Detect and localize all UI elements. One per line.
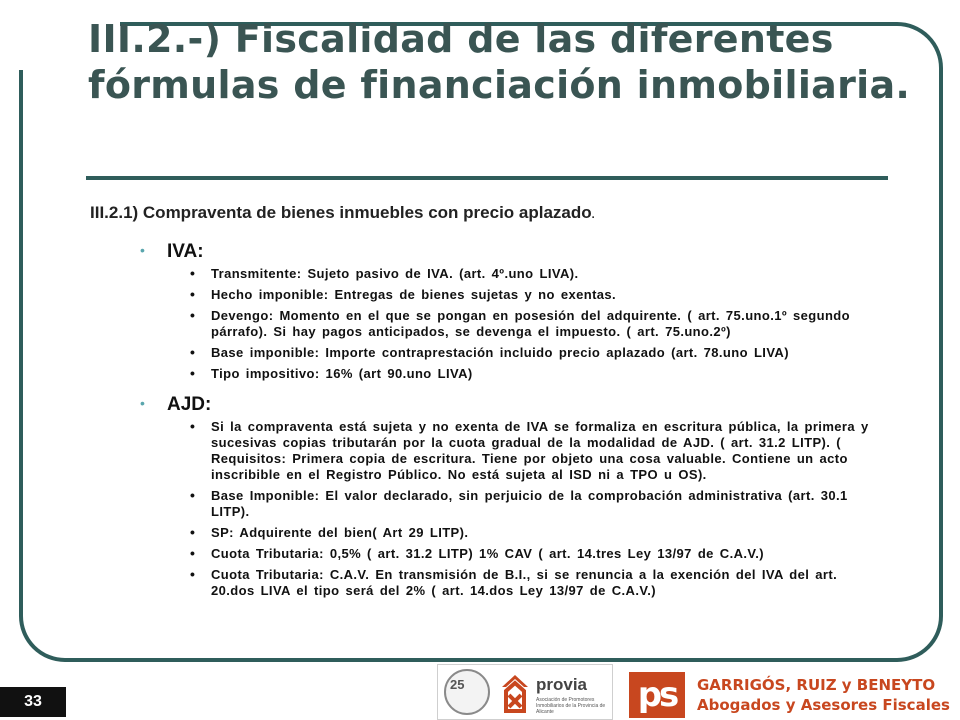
bullet-icon: • bbox=[140, 242, 145, 258]
section-heading-period: . bbox=[591, 209, 595, 221]
slide-title: III.2.-) Fiscalidad de las diferentes fórmulas de financiación inmobiliaria. bbox=[88, 17, 911, 107]
page-number: 33 bbox=[0, 687, 66, 717]
firm-name: GARRIGÓS, RUIZ y BENEYTO bbox=[697, 676, 936, 694]
list-item bbox=[190, 265, 880, 282]
bullet-icon: • bbox=[190, 418, 196, 434]
title-divider bbox=[86, 176, 888, 180]
provia-logo-subtitle: Asociación de Promotores Inmobiliarios de la Provincia de Alicante bbox=[536, 697, 606, 715]
list-item bbox=[190, 286, 880, 303]
bullet-icon: • bbox=[190, 307, 196, 323]
list-item bbox=[190, 487, 880, 520]
list-item bbox=[190, 418, 880, 483]
list-item-text: SP: Adquirente del bien( Art 29 LITP). bbox=[211, 525, 469, 540]
list-item-text: Devengo: Momento en el que se pongan en posesión del adquirente. ( art. 75.uno.1º segundo párrafo). Si hay pagos anticipados, se devenga el impuesto. ( art. 75.uno.2º) bbox=[211, 308, 850, 339]
bullet-icon: • bbox=[190, 487, 196, 503]
list-item-text: Transmitente: Sujeto pasivo de IVA. (art. 4º.uno LIVA). bbox=[211, 266, 579, 281]
list-item-text: Base Imponible: El valor declarado, sin perjuicio de la comprobación administrativa (art. 30.1 LITP). bbox=[211, 488, 848, 519]
anniversary-seal-logo bbox=[444, 669, 490, 715]
bullet-icon: • bbox=[140, 395, 145, 411]
bullet-icon: • bbox=[190, 566, 196, 582]
list-item bbox=[190, 524, 880, 541]
ajd-item-list bbox=[135, 419, 880, 599]
bullet-icon: • bbox=[190, 265, 196, 281]
seal-number: 25 bbox=[450, 677, 465, 692]
section-label: IVA: bbox=[167, 241, 204, 262]
bullet-icon: • bbox=[190, 286, 196, 302]
list-item bbox=[190, 307, 880, 340]
section-iva bbox=[135, 240, 880, 264]
section-label: AJD: bbox=[167, 394, 212, 415]
list-item-text: Cuota Tributaria: C.A.V. En transmisión de B.I., si se renuncia a la exención del IVA del art. 20.dos LIVA el tipo será del 2% ( art. 14.dos Ley 13/97 de C.A.V.) bbox=[211, 567, 838, 598]
list-item-text: Hecho imponible: Entregas de bienes sujetas y no exentas. bbox=[211, 287, 617, 302]
bullet-icon: • bbox=[190, 545, 196, 561]
bullet-icon: • bbox=[190, 344, 196, 360]
list-item-text: Tipo impositivo: 16% (art 90.uno LIVA) bbox=[211, 366, 473, 381]
bullet-icon: • bbox=[190, 524, 196, 540]
provia-logo-text: provia bbox=[536, 675, 588, 694]
list-item bbox=[190, 344, 880, 361]
section-heading-text: III.2.1) Compraventa de bienes inmuebles con precio aplazado bbox=[90, 203, 592, 222]
iva-item-list bbox=[135, 266, 880, 382]
firm-subtitle: Abogados y Asesores Fiscales bbox=[697, 696, 950, 714]
list-item-text: Si la compraventa está sujeta y no exenta de IVA se formaliza en escritura pública, la primera y sucesivas copias tributarán por la cuota gradual de la modalidad de AJD. ( art. 31.2 LITP). ( Requisitos: Primera copia de escritura. Tiene por objeto una cosa valuable. Contiene un acto inscribible en el Registro Público. No está sujeta al ISD ni a TPO u OS). bbox=[211, 419, 869, 482]
list-item bbox=[190, 365, 880, 382]
section-heading bbox=[90, 203, 595, 223]
section-ajd bbox=[135, 393, 880, 417]
partner-logos bbox=[437, 664, 613, 720]
bullet-icon: • bbox=[190, 365, 196, 381]
slide-body bbox=[135, 236, 880, 604]
list-item-text: Cuota Tributaria: 0,5% ( art. 31.2 LITP) 1% CAV ( art. 14.tres Ley 13/97 de C.A.V.) bbox=[211, 546, 765, 561]
list-item bbox=[190, 545, 880, 562]
spacer bbox=[135, 387, 880, 389]
provia-house-icon bbox=[500, 673, 530, 713]
list-item bbox=[190, 566, 880, 599]
list-item-text: Base imponible: Importe contraprestación incluido precio aplazado (art. 78.uno LIVA) bbox=[211, 345, 789, 360]
firm-ps-logo: ps bbox=[629, 672, 685, 718]
